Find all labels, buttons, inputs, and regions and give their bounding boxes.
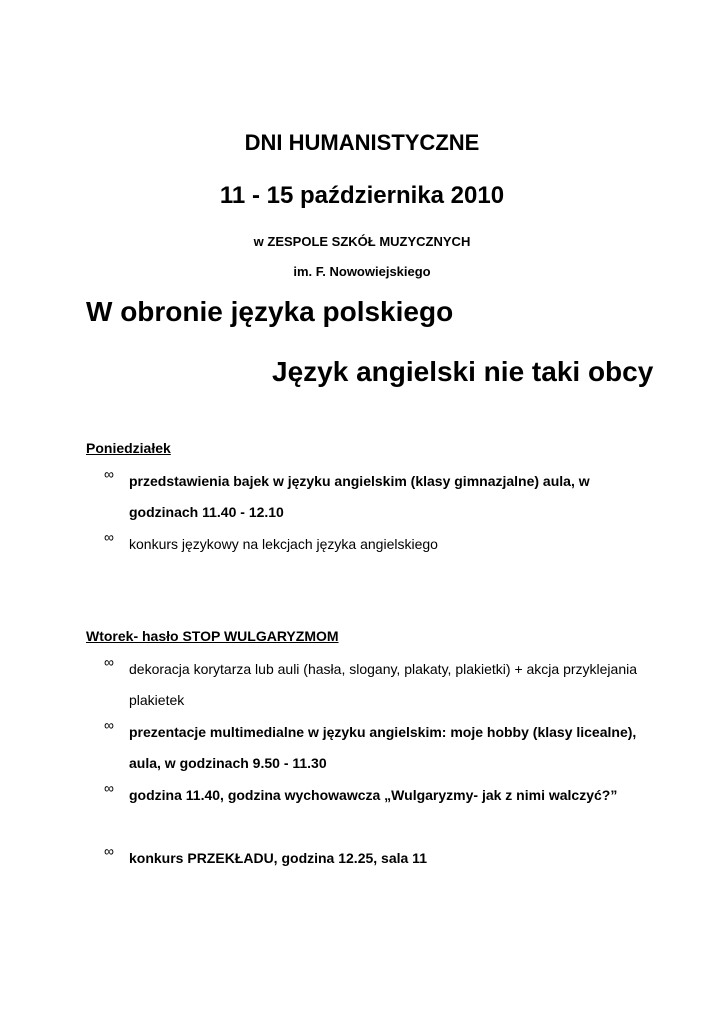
list-item-text: dekoracja korytarza lub auli (hasła, slogany, plakaty, plakietki) + akcja przyklejania plakietek (129, 661, 638, 708)
event-dates: 11 - 15 października 2010 (219, 182, 505, 209)
list-item (104, 466, 644, 528)
list-item (104, 654, 644, 716)
slogan-polish: W obronie języka polskiego (86, 296, 454, 327)
event-title: DNI HUMANISTYCZNE (244, 130, 480, 155)
day-heading-monday: Poniedziałek (86, 440, 171, 456)
list-item-text: konkurs językowy na lekcjach języka angielskiego (129, 536, 438, 552)
infinity-bullet-icon: ∞ (104, 654, 114, 670)
infinity-bullet-icon: ∞ (104, 780, 114, 796)
list-item (104, 717, 644, 779)
venue-line-1: w ZESPOLE SZKÓŁ MUZYCZNYCH (253, 234, 471, 249)
infinity-bullet-icon: ∞ (104, 843, 114, 859)
list-item-text: prezentacje multimedialne w języku angielskim: moje hobby (klasy licealne), aula, w godzinach 9.50 - 11.30 (129, 724, 637, 771)
list-item (104, 780, 644, 811)
venue-line-2: im. F. Nowowiejskiego (293, 264, 431, 279)
list-item-text: godzina 11.40, godzina wychowawcza „Wulgaryzmy- jak z nimi walczyć?” (129, 787, 618, 803)
list-item (104, 843, 644, 874)
list-item-text: przedstawienia bajek w języku angielskim (klasy gimnazjalne) aula, w godzinach 11.40 - 12.10 (129, 473, 590, 520)
list-item-text: konkurs PRZEKŁADU, godzina 12.25, sala 11 (129, 850, 427, 866)
day-heading-tuesday: Wtorek- hasło STOP WULGARYZMOM (86, 628, 339, 644)
slogan-english: Język angielski nie taki obcy (272, 356, 654, 387)
infinity-bullet-icon: ∞ (104, 466, 114, 482)
list-item (104, 529, 644, 560)
infinity-bullet-icon: ∞ (104, 717, 114, 733)
infinity-bullet-icon: ∞ (104, 529, 114, 545)
